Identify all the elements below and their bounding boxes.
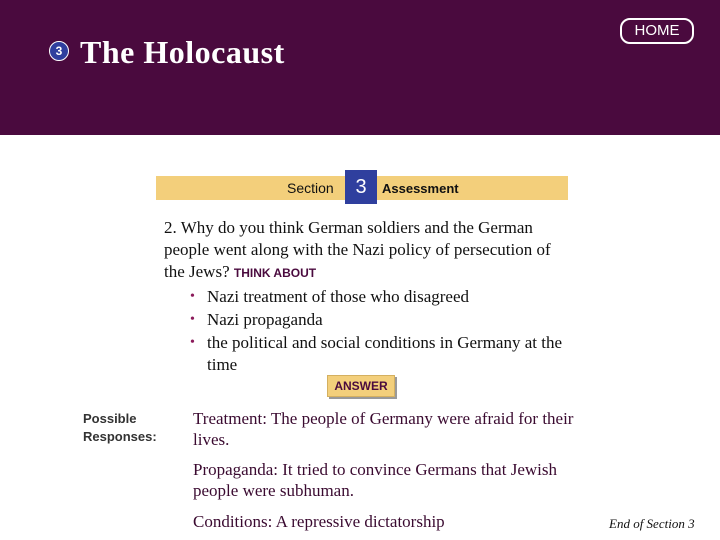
bar-assessment-label: Assessment bbox=[382, 181, 459, 196]
end-of-section-link[interactable]: End of Section 3 bbox=[609, 516, 695, 531]
question-body: 2. Why do you think German soldiers and the German people went along with the Nazi policy of persecution of the Jews? bbox=[164, 218, 551, 281]
list-item-text: Nazi propaganda bbox=[207, 310, 323, 329]
bullet-icon: • bbox=[190, 312, 195, 327]
response-propaganda: Propaganda: It tried to convince Germans that Jewish people were subhuman. bbox=[193, 460, 557, 500]
home-button[interactable]: HOME bbox=[620, 18, 694, 44]
possible-label-line2: Responses: bbox=[83, 429, 157, 444]
list-item bbox=[190, 286, 580, 308]
bullet-icon: • bbox=[190, 335, 195, 350]
possible-label-line1: Possible bbox=[83, 411, 137, 426]
response-treatment: Treatment: The people of Germany were afraid for their lives. bbox=[193, 409, 574, 449]
answer-button[interactable]: ANSWER bbox=[327, 375, 395, 397]
list-item-text: Nazi treatment of those who disagreed bbox=[207, 287, 469, 306]
possible-responses-label bbox=[83, 410, 157, 446]
question-text bbox=[164, 217, 574, 284]
think-about-list bbox=[190, 286, 580, 377]
bullet-icon: • bbox=[190, 289, 195, 304]
list-item bbox=[190, 309, 580, 331]
think-about-label: THINK ABOUT bbox=[233, 266, 317, 280]
bar-section-label: Section bbox=[287, 180, 334, 196]
section-number-badge: 3 bbox=[49, 41, 69, 61]
response-conditions: Conditions: A repressive dictatorship bbox=[193, 512, 445, 531]
bar-section-number: 3 bbox=[345, 170, 377, 204]
list-item-text: the political and social conditions in Germany at the time bbox=[207, 333, 563, 374]
list-item bbox=[190, 332, 580, 376]
page-title: The Holocaust bbox=[80, 34, 285, 70]
